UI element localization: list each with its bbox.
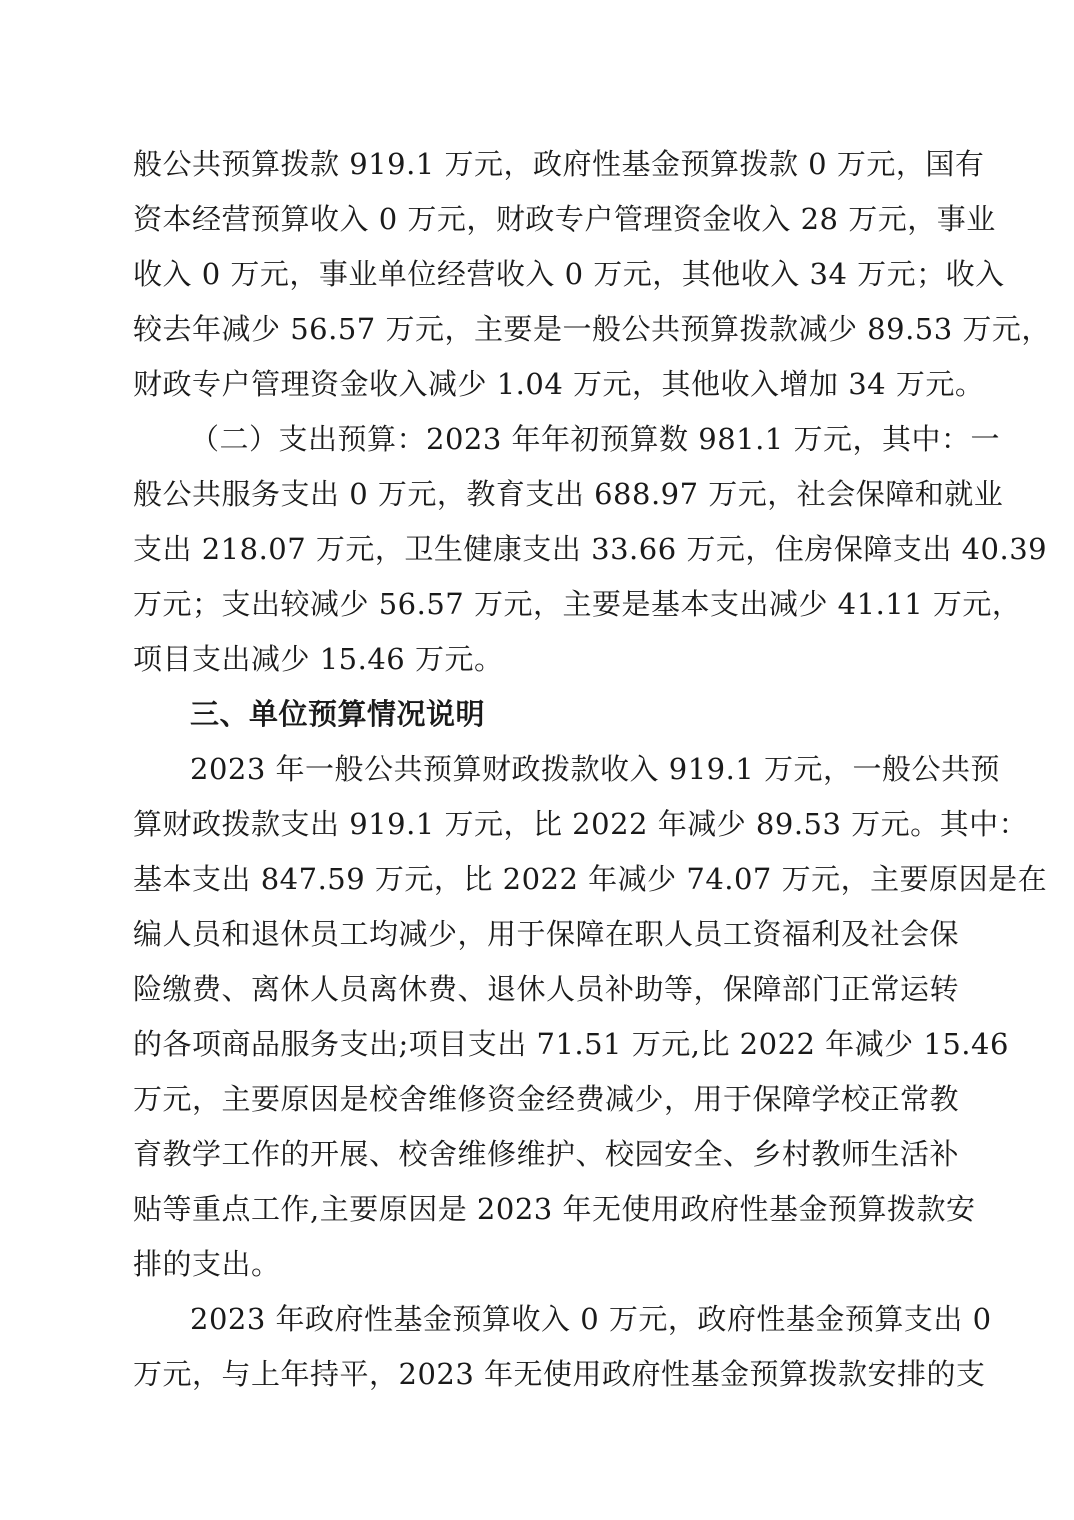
text-line: （二）支出预算：2023 年年初预算数 981.1 万元，其中：一 xyxy=(190,422,1000,456)
text-line: 2023 年一般公共预算财政拨款收入 919.1 万元，一般公共预 xyxy=(190,752,1000,786)
text-line: 贴等重点工作,主要原因是 2023 年无使用政府性基金预算拨款安 xyxy=(133,1192,976,1226)
text-line: 基本支出 847.59 万元，比 2022 年减少 74.07 万元，主要原因是在 xyxy=(133,862,1048,896)
text-line: 万元，与上年持平，2023 年无使用政府性基金预算拨款安排的支 xyxy=(133,1357,986,1391)
text-line: 项目支出减少 15.46 万元。 xyxy=(133,642,504,676)
text-line: 支出 218.07 万元，卫生健康支出 33.66 万元，住房保障支出 40.39 xyxy=(133,532,1048,566)
text-line: 财政专户管理资金收入减少 1.04 万元，其他收入增加 34 万元。 xyxy=(133,367,985,401)
text-line: 收入 0 万元，事业单位经营收入 0 万元，其他收入 34 万元；收入 xyxy=(133,257,1005,291)
text-line: 险缴费、离休人员离休费、退休人员补助等，保障部门正常运转 xyxy=(133,972,960,1006)
text-line: 编人员和退休员工均减少，用于保障在职人员工资福利及社会保 xyxy=(133,917,960,951)
text-line: 的各项商品服务支出;项目支出 71.51 万元,比 2022 年减少 15.46 xyxy=(133,1027,1009,1061)
text-line: 育教学工作的开展、校舍维修维护、校园安全、乡村教师生活补 xyxy=(133,1137,960,1171)
text-line: 般公共服务支出 0 万元，教育支出 688.97 万元，社会保障和就业 xyxy=(133,477,1004,511)
section-heading: 三、单位预算情况说明 xyxy=(190,697,486,731)
text-line: 资本经营预算收入 0 万元，财政专户管理资金收入 28 万元，事业 xyxy=(133,202,996,236)
text-line: 2023 年政府性基金预算收入 0 万元，政府性基金预算支出 0 xyxy=(190,1302,992,1336)
text-line: 万元；支出较减少 56.57 万元，主要是基本支出减少 41.11 万元， xyxy=(133,587,1022,621)
text-line: 般公共预算拨款 919.1 万元，政府性基金预算拨款 0 万元，国有 xyxy=(133,147,985,181)
text-line: 算财政拨款支出 919.1 万元，比 2022 年减少 89.53 万元。其中： xyxy=(133,807,1029,841)
text-line: 较去年减少 56.57 万元，主要是一般公共预算拨款减少 89.53 万元， xyxy=(133,312,1051,346)
text-line: 排的支出。 xyxy=(133,1247,281,1281)
text-line: 万元，主要原因是校舍维修资金经费减少，用于保障学校正常教 xyxy=(133,1082,960,1116)
